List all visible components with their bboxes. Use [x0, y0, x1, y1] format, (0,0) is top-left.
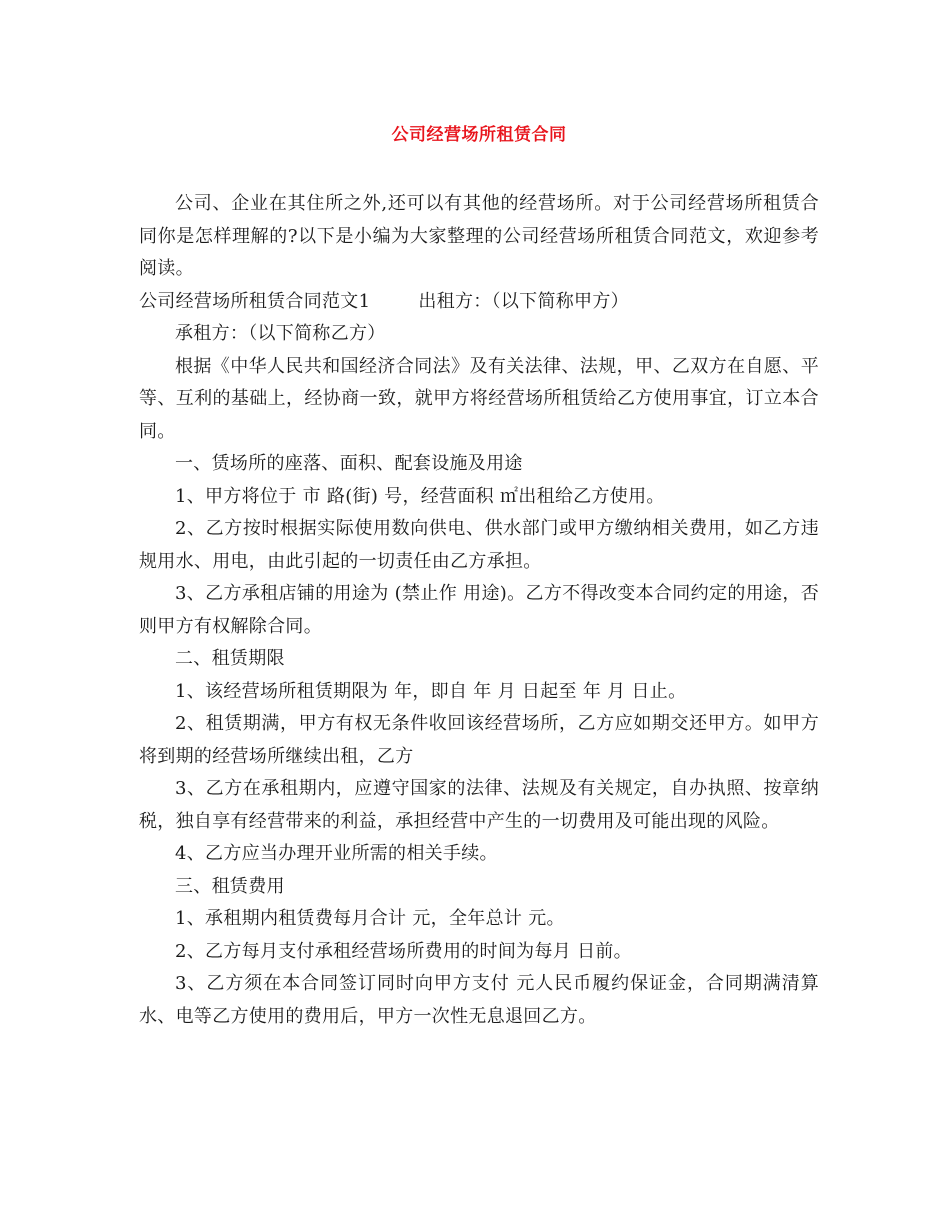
- sample-heading-line: [139, 286, 819, 319]
- section1-item1: 1、甲方将位于 市 路(街) 号，经营面积 ㎡出租给乙方使用。: [175, 485, 665, 507]
- section2-item1: 1、该经营场所租赁期限为 年，即自 年 月 日起至 年 月 日止。: [175, 680, 687, 702]
- section1-item3: 3、乙方承租店铺的用途为 (禁止作 用途)。乙方不得改变本合同约定的用途，否则甲方有权解除合同。: [139, 583, 819, 637]
- section2-item2: 2、租赁期满，甲方有权无条件收回该经营场所，乙方应如期交还甲方。如甲方将到期的经营场所继续出租，乙方: [139, 713, 819, 767]
- sample-heading: 公司经营场所租赁合同范文1: [139, 290, 371, 312]
- preamble-paragraph: 根据《中华人民共和国经济合同法》及有关法律、法规，甲、乙双方在自愿、平等、互利的基础上，经协商一致，就甲方将经营场所租赁给乙方使用事宜，订立本合同。: [139, 355, 819, 442]
- section3-item2: 2、乙方每月支付承租经营场所费用的时间为每月 日前。: [175, 940, 632, 962]
- section3-item3: 3、乙方须在本合同签订同时向甲方支付 元人民币履约保证金，合同期满清算水、电等乙方使用的费用后，甲方一次性无息退回乙方。: [139, 973, 819, 1027]
- section2-item3: 3、乙方在承租期内，应遵守国家的法律、法规及有关规定，自办执照、按章纳税，独自享有经营带来的利益，承担经营中产生的一切费用及可能出现的风险。: [139, 778, 819, 832]
- intro-paragraph: 公司、企业在其住所之外,还可以有其他的经营场所。对于公司经营场所租赁合同你是怎样理解的?以下是小编为大家整理的公司经营场所租赁合同范文，欢迎参考阅读。: [139, 193, 819, 279]
- lessor-line: 出租方：（以下简称甲方）: [418, 290, 629, 312]
- section2-heading: 二、租赁期限: [175, 648, 285, 669]
- section3-item1: 1、承租期内租赁费每月合计 元，全年总计 元。: [175, 908, 565, 929]
- section2-item4: 4、乙方应当办理开业所需的相关手续。: [175, 843, 498, 864]
- section1-heading: 一、赁场所的座落、面积、配套设施及用途: [175, 453, 523, 474]
- document-page: [139, 118, 819, 1033]
- section3-heading: 三、租赁费用: [175, 875, 285, 897]
- document-title: 公司经营场所租赁合同: [391, 125, 567, 145]
- section1-item2: 2、乙方按时根据实际使用数向供电、供水部门或甲方缴纳相关费用，如乙方违规用水、用电，由此引起的一切责任由乙方承担。: [139, 518, 819, 572]
- lessee-line: 承租方：（以下简称乙方）: [175, 323, 386, 344]
